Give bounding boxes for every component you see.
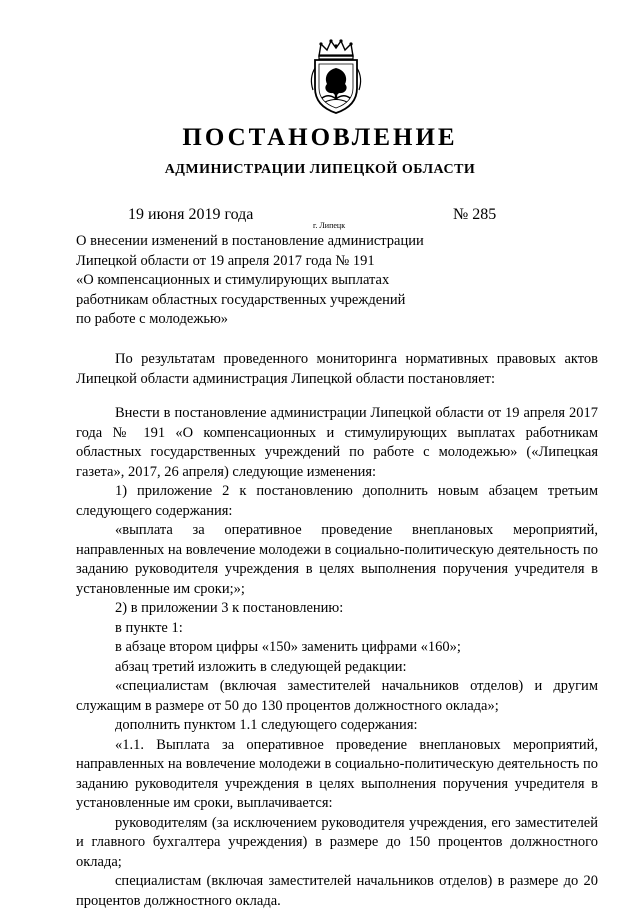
subject-line: по работе с молодежью» — [76, 311, 229, 327]
document-subtitle: АДМИНИСТРАЦИИ ЛИПЕЦКОЙ ОБЛАСТИ — [164, 162, 476, 177]
body-paragraph: «специалистам (включая заместителей начальников отделов) и другим служащим в размере от 50 до 130 процентов должностного оклада»; — [76, 678, 598, 714]
document-number: № 285 — [453, 206, 497, 223]
subject-line: О внесении изменений в постановление администрации — [76, 233, 424, 249]
body-paragraph: в абзаце втором цифры «150» заменить цифрами «160»; — [115, 639, 461, 655]
intro-block — [76, 350, 598, 389]
subject-line: «О компенсационных и стимулирующих выплатах — [76, 272, 390, 288]
body-paragraph: 1) приложение 2 к постановлению дополнить новым абзацем третьим следующего содержания: — [76, 483, 598, 519]
intro-paragraph: По результатам проведенного мониторинга нормативных правовых актов Липецкой области администрация Липецкой области постановляет: — [76, 351, 598, 387]
document-title: ПОСТАНОВЛЕНИЕ — [182, 124, 458, 151]
body-paragraph: руководителям (за исключением руководителя учреждения, его заместителей и главного бухгалтера учреждения) в размере до 150 процентов должностного оклада; — [76, 814, 598, 870]
subject-line: работникам областных государственных учреждений — [76, 291, 406, 308]
body-paragraph: в пункте 1: — [115, 619, 183, 636]
body-paragraph: 2) в приложении 3 к постановлению: — [115, 600, 344, 616]
body-paragraph: Внести в постановление администрации Липецкой области от 19 апреля 2017 года № 191 «О компенсационных и стимулирующих выплатах работникам областных государственных учреждений по работе с молодежью» («Липецкая газета», 2017, 26 апреля) следующие изменения: — [76, 405, 598, 480]
body-paragraph: «выплата за оперативное проведение внеплановых мероприятий, направленных на вовлечение молодежи в социально-политическую деятельность по заданию руководителя учреждения в целях выполнения поручения учредителя в установленные им сроки;»; — [76, 522, 598, 597]
main-body — [76, 404, 598, 911]
body-paragraph: абзац третий изложить в следующей редакции: — [115, 658, 407, 675]
subject-line: Липецкой области от 19 апреля 2017 года № 191 — [76, 252, 375, 269]
document-subject — [76, 232, 456, 330]
document-date: 19 июня 2019 года — [128, 206, 254, 223]
body-paragraph: дополнить пунктом 1.1 следующего содержания: — [115, 717, 418, 733]
body-paragraph: «1.1. Выплата за оперативное проведение внеплановых мероприятий, направленных на вовлечение молодежи в социально-политическую деятельность по заданию руководителя учреждения в целях выполнения поручения учредителя в установленные им сроки, выплачивается: — [76, 736, 598, 811]
body-paragraph: специалистам (включая заместителей начальников отделов) в размере до 20 процентов должностного оклада. — [76, 873, 598, 909]
document-city: г. Липецк — [313, 221, 346, 230]
lipetsk-coat-of-arms-icon — [305, 38, 367, 116]
